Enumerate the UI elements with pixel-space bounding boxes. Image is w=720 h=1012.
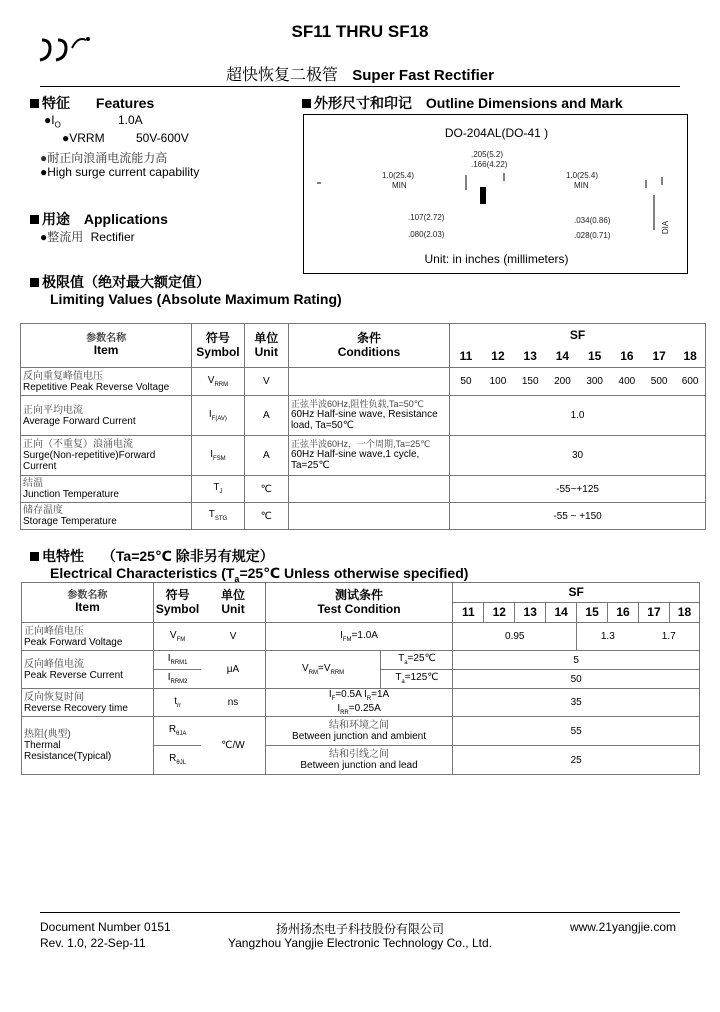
company-cn: 扬州扬杰电子科技股份有限公司 <box>275 922 444 936</box>
table-row: 反向恢复时间 Reverse Recovery time $t_{rr}$ ns $I_F=0.5A$ $I_R=1A$ $I_{RR}=0.25A$ 35 <box>22 689 700 717</box>
feature-surge-en: ●High surge current capability <box>40 165 200 179</box>
electrical-heading-en: Electrical Characteristics ($T_a=25℃$ Unless otherwise specified) <box>50 565 469 584</box>
limits-heading-en: Limiting Values (Absolute Maximum Rating) <box>50 291 342 307</box>
header-divider <box>40 86 680 87</box>
table-row: 反向重复峰值电压 Repetitive Peak Reverse Voltage $V_{RRM}$ V 50 100 150 200 300 400 500 600 <box>21 368 706 396</box>
feature-io: $●I_O$ 1.0A <box>44 113 143 130</box>
doc-number: Document Number 0151 <box>40 920 171 934</box>
company-en: Yangzhou Yangjie Electronic Technology Co., Ltd. <box>228 936 492 950</box>
col-sf: SF <box>450 324 706 347</box>
table-row: $R_{\theta JL}$ 结和引线之间 Between junction and lead 25 <box>22 746 700 775</box>
dia-label: DIA <box>661 220 671 235</box>
diode-outline <box>304 115 689 275</box>
subtitle-cn: 超快恢复二极管 <box>226 67 339 84</box>
table-row: 正向平均电流 Average Forward Current $I_{F(AV)}$ A 正弦半波60Hz,阻性负载,Ta=50℃ 60Hz Half-sine wave, Resistance load, Ta=50℃ 1.0 <box>21 396 706 436</box>
package-name: DO-204AL(DO-41 ) <box>444 126 549 140</box>
features-heading: 特征 Features <box>30 93 154 113</box>
table-row: 储存温度 Storage Temperature $T_{STG}$ ℃ -55 ~ +150 <box>21 503 706 530</box>
table-row: 反向峰值电流 Peak Reverse Current $I_{RRM1}$ μA $V_{RM}=V_{RRM}$ $T_a=25℃$ 5 <box>22 651 700 670</box>
electrical-table: 参数名称 Item 符号 Symbol 单位 Unit 测试条件 Test Condition SF 11 12 13 14 15 16 17 18 正向峰值电压 Peak Forward Voltage $V_{FM}$ V $I_{FM}=1.0A$ 0.95 1.3 1.7 反向峰值电流 Peak Reverse Current $I_{RRM1}$ μA $V_{RM}=V_{RRM}$ $T_a=25℃$ 5 $I_{RRM2}$ $T_a=125℃$ 50 反向恢复时间 Reverse Recovery time $t_{rr}$ ns $I_F=0.5A$ $I_R=1A$ $I_{RR}=0.25A$ 35 热阻(典型) Thermal Resistance(Typical) $R_{\theta JA}$ ℃/W 结和环境之间 Between junction and ambient 55 $R_{\theta JL}$ 结和引线之间 Between junction and lead 25 <box>21 582 700 775</box>
footer-divider <box>40 912 680 913</box>
col-item: 参数名称 Item <box>21 324 192 368</box>
col-unit: 单位 Unit <box>244 324 288 368</box>
table-row: 正向（不重复）浪涌电流 Surge(Non-repetitive)Forward Current $I_{FSM}$ A 正弦半波60Hz，一个周期,Ta=25℃ 60Hz Half-sine wave,1 cycle, Ta=25℃ 30 <box>21 436 706 476</box>
feature-surge-cn: ●耐正向浪涌电流能力高 <box>40 151 168 165</box>
company-logo <box>36 34 92 62</box>
outline-heading: 外形尺寸和印记 Outline Dimensions and Mark <box>302 93 623 113</box>
table-row: 结温 Junction Temperature $T_J$ ℃ -55~+125 <box>21 476 706 503</box>
table-row: 热阻(典型) Thermal Resistance(Typical) $R_{\theta JA}$ ℃/W 结和环境之间 Between junction and ambient 55 <box>22 717 700 746</box>
col-symbol: 符号 Symbol <box>192 324 244 368</box>
website-link[interactable]: www.21yangjie.com <box>569 920 676 934</box>
electrical-heading: 电特性 （Ta=25℃ 除非另有规定） <box>30 546 274 566</box>
col-conditions: 条件 Conditions <box>288 324 449 368</box>
revision: Rev. 1.0, 22-Sep-11 <box>40 936 146 950</box>
table-row: $I_{RRM2}$ $T_a=125℃$ 50 <box>22 670 700 689</box>
table-row: 正向峰值电压 Peak Forward Voltage $V_{FM}$ V $I_{FM}=1.0A$ 0.95 1.3 1.7 <box>22 623 700 651</box>
subtitle-en: Super Fast Rectifier <box>352 67 494 84</box>
outline-drawing-box: DO-204AL(DO-41 ) .205(5.2) .166(4.22) 1.0(25.4) MIN 1.0(25.4) MIN .107(2.72) .080(2.03) .034(0.86) .028(0.71) DIA Unit: in inches (millimeters) <box>303 114 688 274</box>
page-title: SF11 THRU SF18 <box>291 22 429 41</box>
applications-heading: 用途 Applications <box>30 209 168 229</box>
limits-table: 参数名称 Item 符号 Symbol 单位 Unit 条件 Conditions SF 11 12 13 14 15 16 17 18 反向重复峰值电压 Repetitive Peak Reverse Voltage $V_{RRM}$ V 50 100 150 200 300 400 500 600 正向平均电流 Average Forward Current $I_{F(AV)}$ A 正弦半波60Hz,阻性负载,Ta=50℃ 60Hz Half-sine wave, Resistance load, Ta=50℃ 1.0 正向（不重复）浪涌电流 Surge(Non-repetitive)Forward Current $I_{FSM}$ A 正弦半波60Hz，一个周期,Ta=25℃ 60Hz Half-sine wave,1 cycle, Ta=25℃ 30 结温 Junction Temperature $T_J$ ℃ -55~+125 储存温度 Storage Temperature $T_{STG}$ ℃ -55 ~ +150 <box>20 323 706 530</box>
feature-vrrm: ●VRRM 50V-600V <box>62 131 189 145</box>
application-rectifier: ●整流用 Rectifier <box>40 230 135 244</box>
limits-heading: 极限值（绝对最大额定值） <box>30 272 210 292</box>
unit-note: Unit: in inches (millimeters) <box>424 252 569 266</box>
subtitle <box>0 62 720 85</box>
